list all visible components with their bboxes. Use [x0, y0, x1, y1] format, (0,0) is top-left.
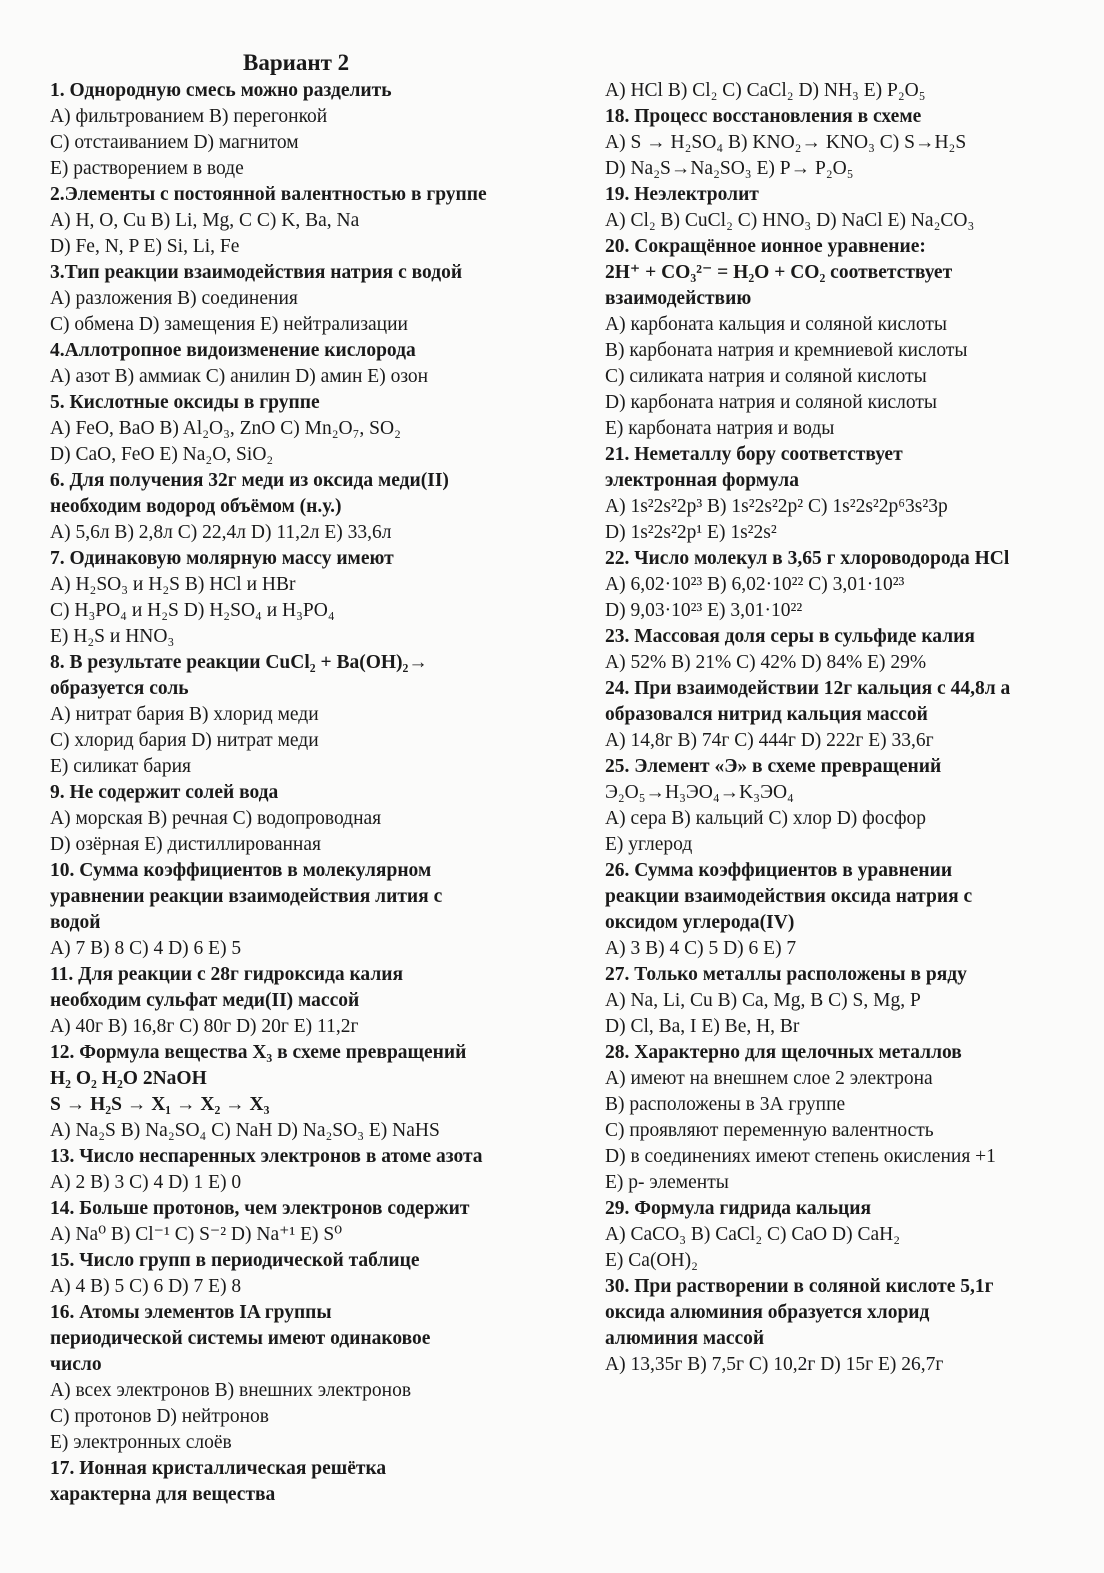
question-text: 2H⁺ + CO₃²⁻ = H₂O + CO₂ соответствует	[605, 262, 953, 283]
question-text: 21. Неметаллу бору соответствует	[605, 444, 903, 465]
answer-options: Е) электронных слоёв	[50, 1432, 232, 1453]
answer-options: D) карбоната натрия и соляной кислоты	[605, 392, 938, 413]
question-text: 17. Ионная кристаллическая решётка	[50, 1458, 387, 1479]
answer-options: С) протонов D) нейтронов	[50, 1406, 269, 1427]
left-column	[50, 78, 590, 1508]
answer-options: A) S → H₂SO₄ B) KNO₂→ KNO₃ C) S→H₂S	[605, 132, 967, 153]
question-text: 28. Характерно для щелочных металлов	[605, 1042, 962, 1063]
question-text: водой	[50, 912, 101, 933]
question-text: характерна для вещества	[50, 1484, 276, 1505]
question-block	[605, 182, 1085, 234]
answer-options: А) 4 В) 5 С) 6 D) 7 Е) 8	[50, 1276, 242, 1297]
question-block	[605, 754, 1085, 858]
question-block	[605, 442, 1085, 546]
question-text: 8. В результате реакции CuCl₂ + Ba(OH)₂→	[50, 652, 428, 673]
answer-options: E) Ca(OH)₂	[605, 1250, 698, 1271]
question-text: необходим сульфат меди(II) массой	[50, 990, 360, 1011]
answer-options: А) разложения В) соединения	[50, 288, 298, 309]
question-text: 22. Число молекул в 3,65 г хлороводорода HCl	[605, 548, 1010, 569]
question-text: оксида алюминия образуется хлорид	[605, 1302, 930, 1323]
question-block	[605, 104, 1085, 182]
answer-options: С) силиката натрия и соляной кислоты	[605, 366, 927, 387]
question-text: 1. Однородную смесь можно разделить	[50, 80, 392, 101]
answer-options: А) всех электронов В) внешних электронов	[50, 1380, 412, 1401]
answer-options: C) H₃PO₄ и H₂S D) H₂SO₄ и H₃PO₄	[50, 600, 335, 621]
answer-options: D) Na₂S→Na₂SO₃ E) P→ P₂O₅	[605, 158, 854, 179]
question-text: 7. Одинаковую молярную массу имеют	[50, 548, 394, 569]
question-block	[50, 1144, 590, 1196]
answer-options: A) H₂SO₃ и H₂S B) HCl и HBr	[50, 574, 296, 595]
question-block	[50, 962, 590, 1040]
question-text: 30. При растворении в соляной кислоте 5,1г	[605, 1276, 994, 1297]
answer-options: А) фильтрованием В) перегонкой	[50, 106, 328, 127]
answer-options: Е) растворением в воде	[50, 158, 244, 179]
answer-options: С) обмена D) замещения Е) нейтрализации	[50, 314, 408, 335]
question-text: алюминия массой	[605, 1328, 765, 1349]
answer-options: Е) углерод	[605, 834, 693, 855]
question-block	[605, 1274, 1085, 1378]
answer-options: A) Na₂S B) Na₂SO₄ C) NaH D) Na₂SO₃ E) NaHS	[50, 1120, 440, 1141]
answer-options: D) Fe, N, P E) Si, Li, Fe	[50, 236, 240, 257]
question-block	[50, 1196, 590, 1248]
answer-options: A) Na, Li, Cu B) Ca, Mg, B C) S, Mg, P	[605, 990, 921, 1011]
answer-options: А) 52% В) 21% С) 42% D) 84% Е) 29%	[605, 652, 927, 673]
question-block	[605, 546, 1085, 624]
question-text: взаимодействию	[605, 288, 752, 309]
question-block	[605, 624, 1085, 676]
answer-options: А) морская В) речная С) водопроводная	[50, 808, 382, 829]
question-block	[50, 260, 590, 338]
answer-options: А) 13,35г В) 7,5г С) 10,2г D) 15г Е) 26,7г	[605, 1354, 944, 1375]
answer-options: А) сера В) кальций С) хлор D) фосфор	[605, 808, 927, 829]
question-text: оксидом углерода(IV)	[605, 912, 795, 933]
question-block	[605, 234, 1085, 442]
answer-options: A) HCl B) Cl₂ C) CaCl₂ D) NH₃ E) P₂O₅	[605, 80, 926, 101]
question-block	[50, 858, 590, 962]
question-text: 18. Процесс восстановления в схеме	[605, 106, 922, 127]
answer-options: Е) р- элементы	[605, 1172, 729, 1193]
question-block	[50, 78, 590, 182]
answer-options: А) 7 В) 8 С) 4 D) 6 Е) 5	[50, 938, 242, 959]
answer-options: Е) силикат бария	[50, 756, 191, 777]
question-text: 11. Для реакции с 28г гидроксида калия	[50, 964, 404, 985]
answer-options: D) 1s²2s²2p¹ E) 1s²2s²	[605, 522, 777, 543]
question-block	[50, 546, 590, 650]
question-text: 3.Тип реакции взаимодействия натрия с водой	[50, 262, 463, 283]
question-block	[605, 858, 1085, 962]
question-block	[50, 1040, 590, 1144]
question-text: 2.Элементы с постоянной валентностью в группе	[50, 184, 487, 205]
answer-options: А) имеют на внешнем слое 2 электрона	[605, 1068, 933, 1089]
question-block	[605, 78, 1085, 104]
answer-options: А) 2 В) 3 С) 4 D) 1 Е) 0	[50, 1172, 242, 1193]
question-text: 23. Массовая доля серы в сульфиде калия	[605, 626, 975, 647]
answer-options: E) H₂S и HNO₃	[50, 626, 175, 647]
answer-options: D) CaO, FeO E) Na₂O, SiO₂	[50, 444, 274, 465]
answer-options: A) Na⁰ B) Cl⁻¹ C) S⁻² D) Na⁺¹ E) S⁰	[50, 1224, 343, 1245]
answer-options: D) в соединениях имеют степень окисления +1	[605, 1146, 996, 1167]
answer-options: В) расположены в 3А группе	[605, 1094, 846, 1115]
question-text: 13. Число неспаренных электронов в атоме азота	[50, 1146, 483, 1167]
answer-options: С) хлорид бария D) нитрат меди	[50, 730, 319, 751]
question-text: 9. Не содержит солей вода	[50, 782, 279, 803]
answer-options: Е) карбоната натрия и воды	[605, 418, 835, 439]
answer-options: А) 3 В) 4 С) 5 D) 6 Е) 7	[605, 938, 797, 959]
question-text: 27. Только металлы расположены в ряду	[605, 964, 967, 985]
question-text: 6. Для получения 32г меди из оксида меди(II)	[50, 470, 449, 491]
right-column	[605, 78, 1085, 1378]
answer-options: A) FeO, BaO B) Al₂O₃, ZnO C) Mn₂O₇, SO₂	[50, 418, 401, 439]
question-text: S → H₂S → X₁ → X₂ → X₃	[50, 1094, 270, 1115]
question-block	[605, 962, 1085, 1040]
answer-options: А) 14,8г В) 74г С) 444г D) 222г Е) 33,6г	[605, 730, 934, 751]
question-text: 5. Кислотные оксиды в группе	[50, 392, 320, 413]
question-text: необходим водород объёмом (н.у.)	[50, 496, 342, 517]
question-block	[50, 1248, 590, 1300]
question-text: H₂ O₂ H₂O 2NaOH	[50, 1068, 207, 1089]
answer-options: D) 9,03·10²³ E) 3,01·10²²	[605, 600, 803, 621]
question-text: 19. Неэлектролит	[605, 184, 759, 205]
question-text: 12. Формула вещества X₃ в схеме превращений	[50, 1042, 467, 1063]
question-text: 16. Атомы элементов IA группы	[50, 1302, 332, 1323]
question-block	[50, 338, 590, 390]
answer-options: A) CaCO₃ B) CaCl₂ C) CaO D) CaH₂	[605, 1224, 900, 1245]
question-block	[50, 468, 590, 546]
question-text: 15. Число групп в периодической таблице	[50, 1250, 420, 1271]
answer-options: А) карбоната кальция и соляной кислоты	[605, 314, 947, 335]
question-text: 29. Формула гидрида кальция	[605, 1198, 872, 1219]
question-text: 4.Аллотропное видоизменение кислорода	[50, 340, 416, 361]
question-text: уравнении реакции взаимодействия лития с	[50, 886, 443, 907]
question-text: 25. Элемент «Э» в схеме превращений	[605, 756, 942, 777]
question-block	[605, 1196, 1085, 1274]
question-text: 24. При взаимодействии 12г кальция с 44,8л а	[605, 678, 1011, 699]
answer-options: D) озёрная Е) дистиллированная	[50, 834, 321, 855]
answer-options: А) нитрат бария В) хлорид меди	[50, 704, 319, 725]
variant-title: Вариант 2	[243, 50, 350, 75]
answer-options: A) Cl₂ B) CuCl₂ C) HNO₃ D) NaCl E) Na₂CO₃	[605, 210, 975, 231]
answer-options: А) H, O, Cu B) Li, Mg, C C) K, Ba, Na	[50, 210, 360, 231]
answer-options: Э₂О₅→H₃ЭO₄→K₃ЭO₄	[605, 782, 794, 803]
answer-options: D) Cl, Ba, I E) Be, H, Br	[605, 1016, 800, 1037]
question-block	[605, 1040, 1085, 1196]
question-block	[50, 390, 590, 468]
answer-options: А) азот В) аммиак С) анилин D) амин Е) озон	[50, 366, 429, 387]
question-text: реакции взаимодействия оксида натрия с	[605, 886, 973, 907]
answer-options: С) отстаиванием D) магнитом	[50, 132, 299, 153]
answer-options: В) карбоната натрия и кремниевой кислоты	[605, 340, 968, 361]
question-text: число	[50, 1354, 102, 1375]
question-text: 14. Больше протонов, чем электронов содержит	[50, 1198, 470, 1219]
question-block	[50, 1300, 590, 1456]
question-text: периодической системы имеют одинаковое	[50, 1328, 431, 1349]
answer-options: С) проявляют переменную валентность	[605, 1120, 934, 1141]
answer-options: А) 40г В) 16,8г С) 80г D) 20г Е) 11,2г	[50, 1016, 359, 1037]
question-block	[50, 182, 590, 260]
question-text: 10. Сумма коэффициентов в молекулярном	[50, 860, 432, 881]
question-text: 26. Сумма коэффициентов в уравнении	[605, 860, 953, 881]
question-block	[50, 1456, 590, 1508]
question-text: образуется соль	[50, 678, 189, 699]
question-text: образовался нитрид кальция массой	[605, 704, 928, 725]
question-block	[605, 676, 1085, 754]
question-block	[50, 650, 590, 780]
question-text: электронная формула	[605, 470, 799, 491]
answer-options: A) 1s²2s²2p³ B) 1s²2s²2p² C) 1s²2s²2p⁶3s²3p	[605, 496, 948, 517]
answer-options: A) 6,02·10²³ B) 6,02·10²² C) 3,01·10²³	[605, 574, 905, 595]
question-text: 20. Сокращённое ионное уравнение:	[605, 236, 926, 257]
question-block	[50, 780, 590, 858]
answer-options: А) 5,6л В) 2,8л С) 22,4л D) 11,2л Е) 33,6л	[50, 522, 392, 543]
